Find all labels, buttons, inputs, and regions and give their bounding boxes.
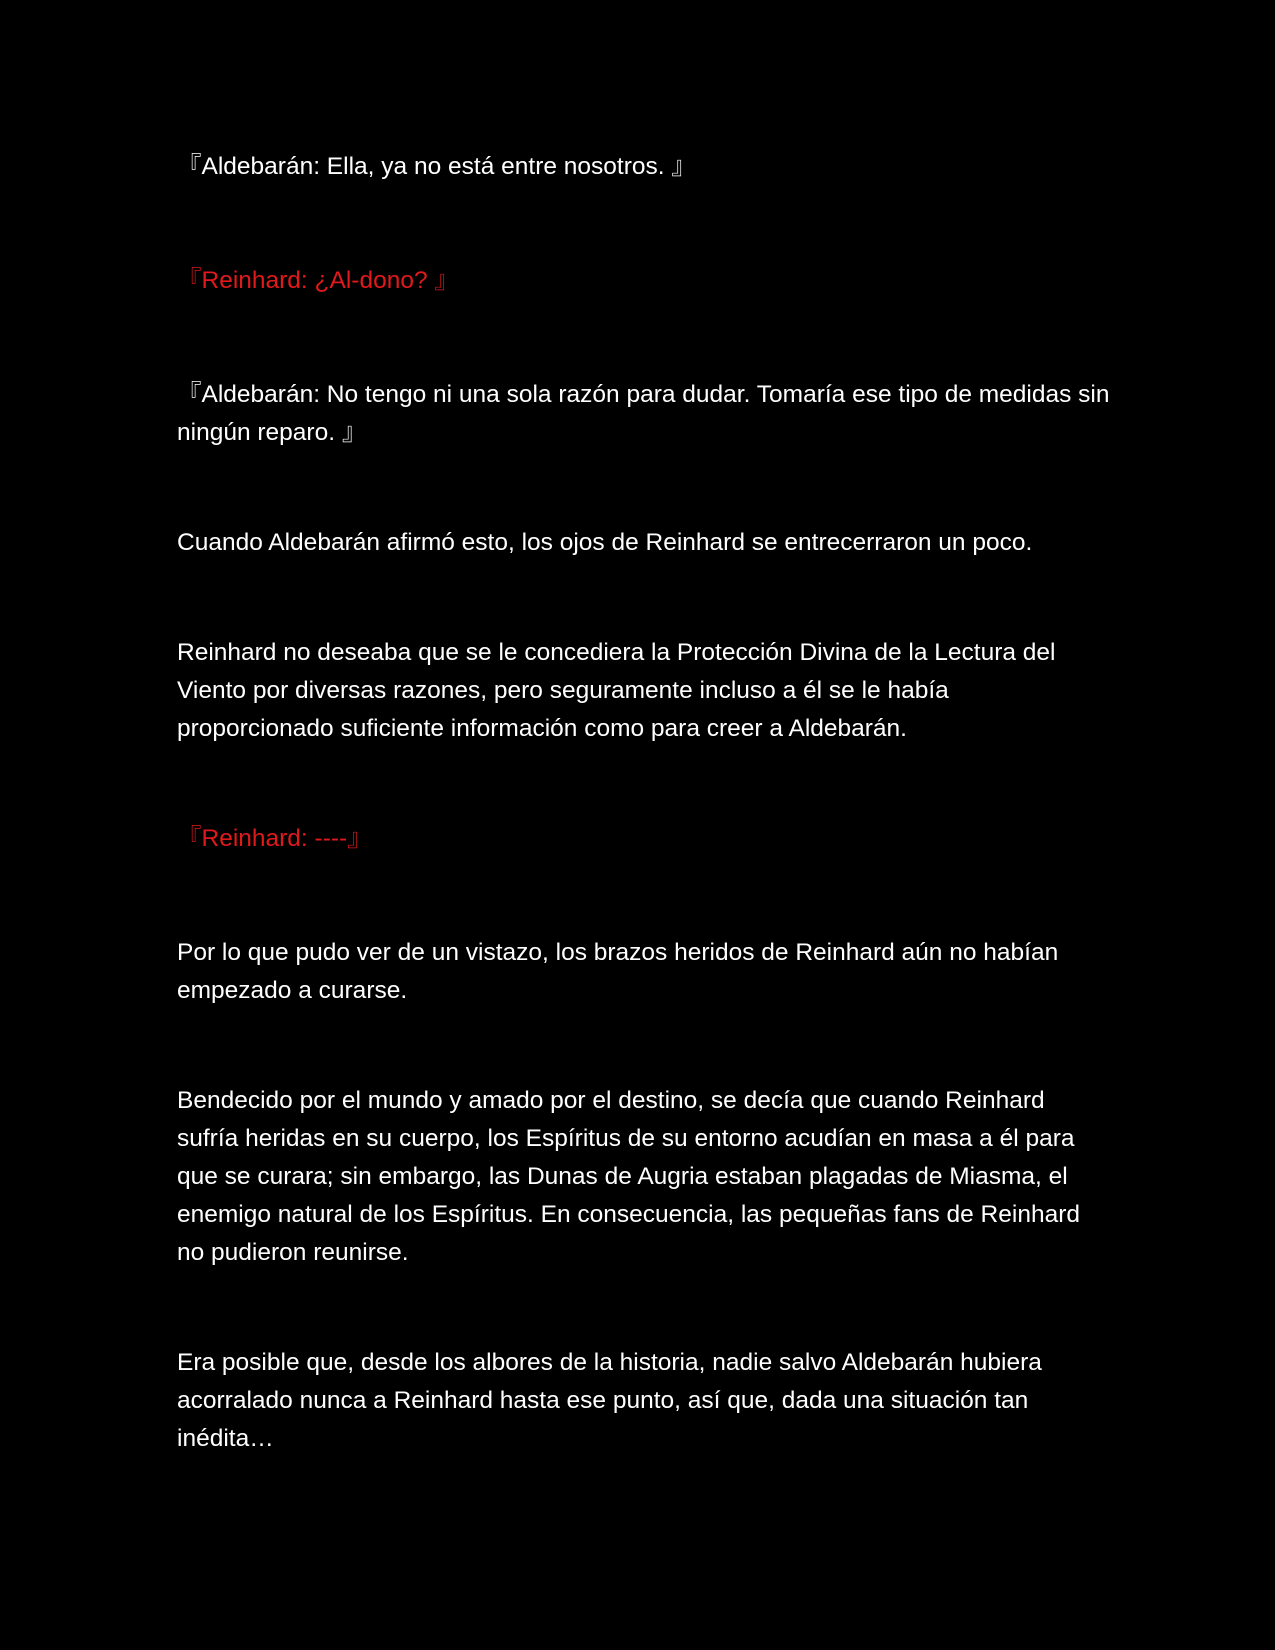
dialogue-aldebaran-2: 『Aldebarán: No tengo ni una sola razón para dudar. Tomaría ese tipo de medidas sin ningún reparo. 』 bbox=[177, 381, 1110, 446]
dialogue-reinhard-1: 『Reinhard: ¿Al-dono? 』 bbox=[177, 267, 459, 294]
narration-paragraph-1: Cuando Aldebarán afirmó esto, los ojos de Reinhard se entrecerraron un poco. bbox=[177, 529, 1033, 556]
narration-paragraph-3: Por lo que pudo ver de un vistazo, los brazos heridos de Reinhard aún no habían empezado a curarse. bbox=[177, 939, 1059, 1004]
narration-paragraph-4: Bendecido por el mundo y amado por el destino, se decía que cuando Reinhard sufría heridas en su cuerpo, los Espíritus de su entorno acudían en masa a él para que se curara; sin embargo, las Dunas de Augria estaban plagadas de Miasma, el enemigo natural de los Espíritus. En consecuencia, las pequeñas fans de Reinhard no pudieron reunirse. bbox=[177, 1087, 1080, 1266]
dialogue-reinhard-2: 『Reinhard: ----』 bbox=[177, 825, 372, 852]
narration-paragraph-5: Era posible que, desde los albores de la historia, nadie salvo Aldebarán hubiera acorralado nunca a Reinhard hasta ese punto, así que, dada una situación tan inédita… bbox=[177, 1349, 1042, 1452]
dialogue-aldebaran-1: 『Aldebarán: Ella, ya no está entre nosotros. 』 bbox=[177, 153, 696, 180]
document-page bbox=[177, 148, 1112, 1458]
narration-paragraph-2: Reinhard no deseaba que se le concediera la Protección Divina de la Lectura del Viento por diversas razones, pero seguramente incluso a él se le había proporcionado suficiente información como para creer a Aldebarán. bbox=[177, 639, 1056, 742]
